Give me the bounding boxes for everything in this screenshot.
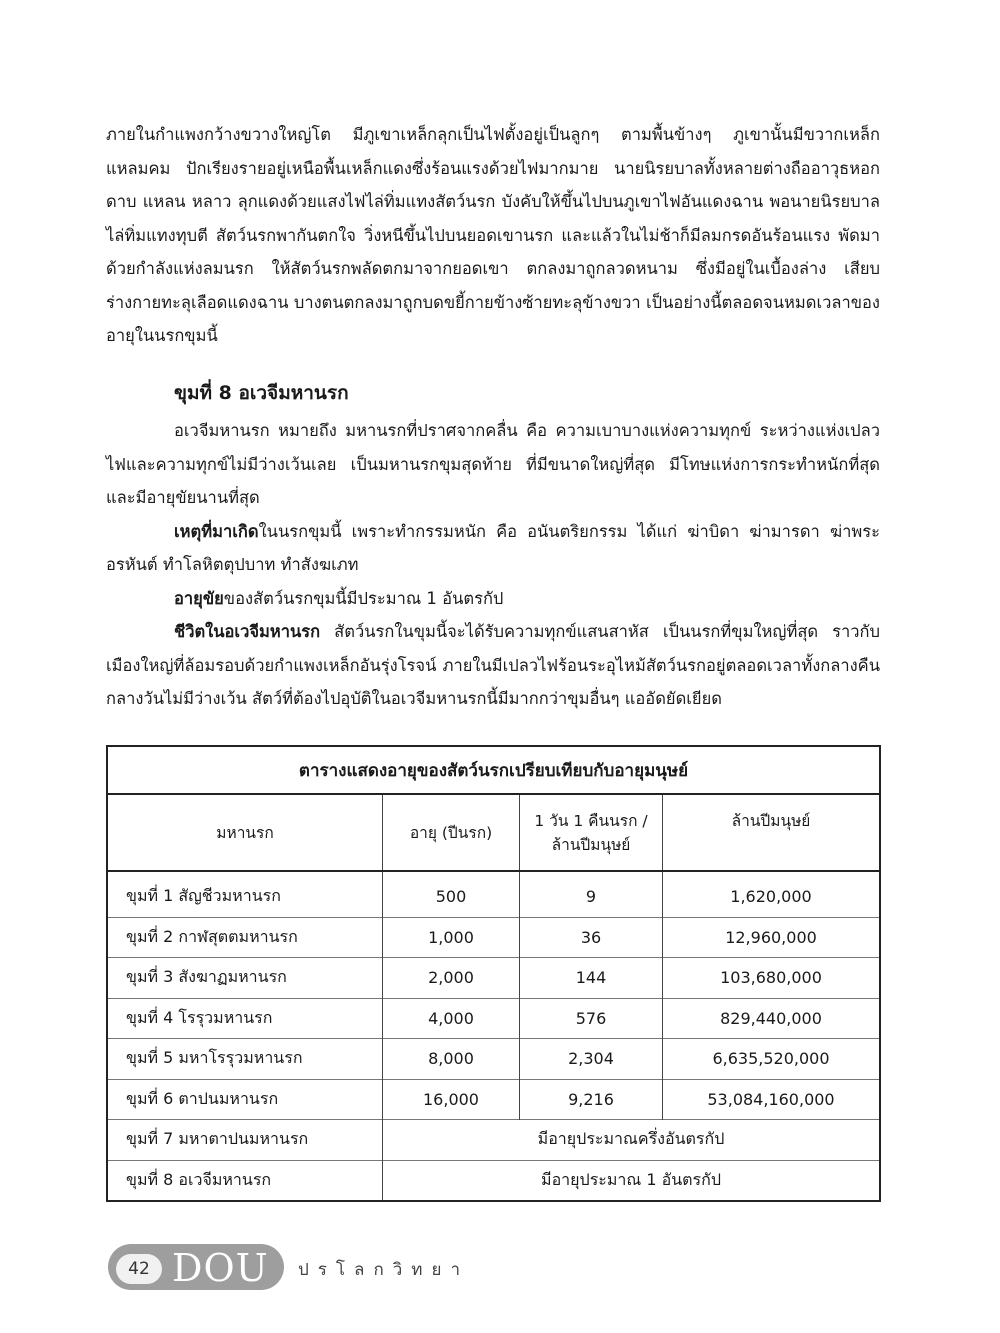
table-row <box>107 1160 880 1201</box>
table-title: ตารางแสดงอายุของสัตว์นรกเปรียบเทียบกับอายุมนุษย์ <box>107 746 880 794</box>
table-row <box>107 1120 880 1161</box>
section-body <box>106 414 880 716</box>
table-cell-hell: ขุมที่ 7 มหาตาปนมหานรก <box>107 1120 383 1161</box>
table-cell-age: 1,000 <box>383 917 520 958</box>
table-cell-day-night: 2,304 <box>520 1039 663 1080</box>
section-heading: ขุมที่ 8 อเวจีมหานรก <box>174 382 349 404</box>
table-header-human-years: ล้านปีมนุษย์ <box>663 794 881 871</box>
table-cell-hell: ขุมที่ 3 สังฆาฏมหานรก <box>107 958 383 999</box>
lifespan-paragraph <box>106 582 880 616</box>
table-cell-hell: ขุมที่ 1 สัญชีวมหานรก <box>107 871 383 917</box>
table-cell-age: 4,000 <box>383 998 520 1039</box>
table-cell-human-years: 12,960,000 <box>663 917 881 958</box>
life-in-hell-label: ชีวิตในอเวจีมหานรก <box>174 622 321 641</box>
intro-text: ภายในกำแพงกว้างขวางใหญ่โต มีภูเขาเหล็กลุกเป็นไฟตั้งอยู่เป็นลูกๆ ตามพื้นข้างๆ ภูเขานั้นมีขวากเหล็กแหลมคม ปักเรียงรายอยู่เหนือพื้นเหล็กแดงซึ่งร้อนแรงด้วยไฟมากมาย นายนิรยบาลทั้งหลายต่างถืออาวุธหอก ดาบ แหลน หลาว ลุกแดงด้วยแสงไฟไล่ทิ่มแทงสัตว์นรก บังคับให้ขึ้นไปบนภูเขาไฟอันแดงฉาน พอนายนิรยบาลไล่ทิ่มแทงทุบตี สัตว์นรกพากันตกใจ วิ่งหนีขึ้นไปบนยอดเขานรก และแล้วในไม่ช้าก็มีลมกรดอันร้อนแรง พัดมาด้วยกำลังแห่งลมนรก ให้สัตว์นรกพลัดตกมาจากยอดเขา ตกลงมาถูกลวดหนาม ซึ่งมีอยู่ในเบื้องล่าง เสียบร่างกายทะลุเลือดแดงฉาน บางตนตกลงมาถูกบดขยี้กายข้างซ้ายทะลุข้างขวา เป็นอย่างนี้ตลอดจนหมดเวลาของอายุในนรกขุมนี้ <box>106 125 880 345</box>
table-cell-merged-lifespan: มีอายุประมาณครึ่งอันตรกัป <box>383 1120 881 1161</box>
lifespan-comparison-table <box>106 745 881 1202</box>
table-cell-hell: ขุมที่ 2 กาฬสุตตมหานรก <box>107 917 383 958</box>
table-header-day-night: 1 วัน 1 คืนนรก / ล้านปีมนุษย์ <box>520 794 663 871</box>
table-row <box>107 1039 880 1080</box>
table-row <box>107 917 880 958</box>
cause-label: เหตุที่มาเกิด <box>174 521 259 541</box>
table-cell-hell: ขุมที่ 6 ตาปนมหานรก <box>107 1079 383 1120</box>
table-cell-age: 8,000 <box>383 1039 520 1080</box>
table-cell-hell: ขุมที่ 4 โรรุวมหานรก <box>107 998 383 1039</box>
table-row <box>107 871 880 917</box>
table-cell-human-years: 53,084,160,000 <box>663 1079 881 1120</box>
table-row <box>107 1079 880 1120</box>
table-cell-hell: ขุมที่ 8 อเวจีมหานรก <box>107 1160 383 1201</box>
table-cell-day-night: 576 <box>520 998 663 1039</box>
life-in-hell-paragraph <box>106 615 880 716</box>
life-in-hell-text: สัตว์นรกในขุมนี้จะได้รับความทุกข์แสนสาหัส เป็นนรกที่ขุมใหญ่ที่สุด ราวกับเมืองใหญ่ที่ล้อมรอบด้วยกำแพงเหล็กอันรุ่งโรจน์ ภายในมีเปลวไฟร้อนระอุไหม้สัตว์นรกอยู่ตลอดเวลาทั้งกลางคืนกลางวันไม่มีว่างเว้น สัตว์ที่ต้องไปอุบัติในอเวจีมหานรกนี้มีมากกว่าขุมอื่นๆ แออัดยัดเยียด <box>106 622 880 708</box>
table-cell-age: 16,000 <box>383 1079 520 1120</box>
intro-paragraph <box>106 118 880 353</box>
table-header-hell: มหานรก <box>107 794 383 871</box>
dou-logo: DOU <box>172 1246 269 1290</box>
table-row <box>107 958 880 999</box>
table-cell-human-years: 1,620,000 <box>663 871 881 917</box>
page-footer-badge <box>108 1244 288 1290</box>
table-cell-day-night: 36 <box>520 917 663 958</box>
book-title: ปรโลกวิทยา <box>298 1260 470 1280</box>
table-cell-day-night: 144 <box>520 958 663 999</box>
table-cell-day-night: 9,216 <box>520 1079 663 1120</box>
table-cell-day-night: 9 <box>520 871 663 917</box>
table-header-age: อายุ (ปีนรก) <box>383 794 520 871</box>
table-cell-human-years: 6,635,520,000 <box>663 1039 881 1080</box>
table-cell-age: 2,000 <box>383 958 520 999</box>
page-number: 42 <box>116 1254 162 1284</box>
lifespan-text: ของสัตว์นรกขุมนี้มีประมาณ 1 อันตรกัป <box>223 588 504 608</box>
table-row <box>107 998 880 1039</box>
table-cell-human-years: 103,680,000 <box>663 958 881 999</box>
table-cell-hell: ขุมที่ 5 มหาโรรุวมหานรก <box>107 1039 383 1080</box>
table-cell-merged-lifespan: มีอายุประมาณ 1 อันตรกัป <box>383 1160 881 1201</box>
definition-paragraph: อเวจีมหานรก หมายถึง มหานรกที่ปราศจากคลื่น คือ ความเบาบางแห่งความทุกข์ ระหว่างแห่งเปลวไฟและความทุกข์ไม่มีว่างเว้นเลย เป็นมหานรกขุมสุดท้าย ที่มีขนาดใหญ่ที่สุด มีโทษแห่งการกระทำหนักที่สุด และมีอายุขัยนานที่สุด <box>106 421 880 507</box>
table-cell-age: 500 <box>383 871 520 917</box>
lifespan-label: อายุขัย <box>174 588 224 608</box>
cause-text: ในนรกขุมนี้ เพราะทำกรรมหนัก คือ อนันตริยกรรม ได้แก่ ฆ่าบิดา ฆ่ามารดา ฆ่าพระอรหันต์ ทำโลหิตตุปบาท ทำสังฆเภท <box>106 521 880 574</box>
cause-paragraph <box>106 515 880 582</box>
table-cell-human-years: 829,440,000 <box>663 998 881 1039</box>
